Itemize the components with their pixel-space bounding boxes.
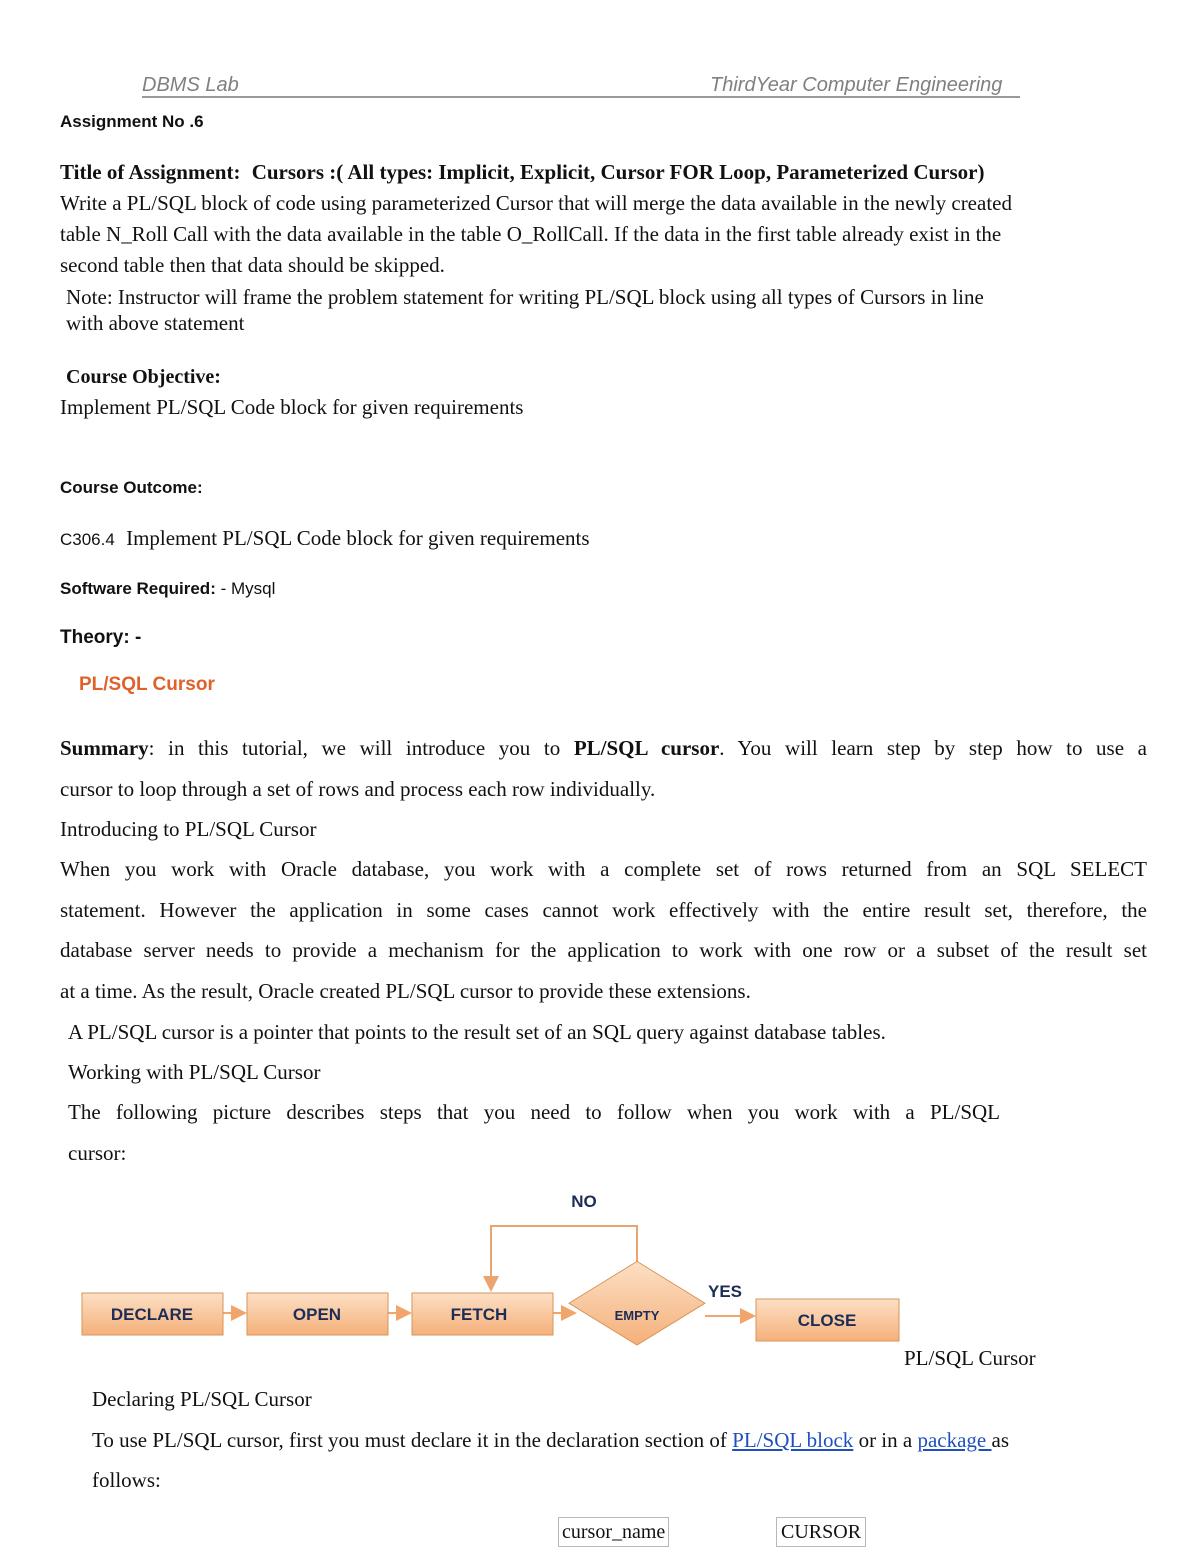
step-label-open: OPEN <box>292 1305 342 1324</box>
summary-line-2: cursor to loop through a set of rows and process each row individually. <box>60 777 656 801</box>
declaring-line-1 <box>92 1428 1009 1453</box>
declaring-text-a: To use PL/SQL cursor, first you must declare it in the declaration section of <box>92 1428 733 1452</box>
plsql-block-link[interactable]: PL/SQL block <box>732 1428 854 1452</box>
problem-line-1: Write a PL/SQL block of code using parameterized Cursor that will merge the data available in the newly created <box>60 191 1012 215</box>
summary-bold: PL/SQL cursor <box>573 736 720 760</box>
problem-line-2: table N_Roll Call with the data available in the table O_RollCall. If the data in the first table already exist in the <box>60 222 1002 246</box>
outcome-heading: Course Outcome: <box>60 478 203 497</box>
software-line <box>60 579 275 599</box>
step-label-declare: DECLARE <box>110 1305 194 1324</box>
step-label-fetch: FETCH <box>450 1305 508 1324</box>
step-declare <box>82 1293 223 1335</box>
title-label: Title of Assignment: <box>60 160 241 184</box>
outcome-text: Implement PL/SQL Code block for given requirements <box>126 526 590 550</box>
intro-line-1: When you work with Oracle database, you work with a complete set of rows returned from an SQL SELECT <box>60 857 1147 881</box>
summary-line-1 <box>60 736 1147 761</box>
declaring-line-2: follows: <box>92 1468 161 1492</box>
intro-line-3: database server needs to provide a mechanism for the application to work with one row or a subset of the result set <box>60 938 1147 962</box>
software-label: Software Required: <box>60 579 216 598</box>
working-heading: Working with PL/SQL Cursor <box>68 1060 321 1084</box>
step-fetch <box>412 1293 553 1335</box>
summary-text-b: . You will learn step by step how to use a <box>719 736 1147 760</box>
summary-label: Summary <box>60 736 149 760</box>
working-line-1: The following picture describes steps that you need to follow when you work with a PL/SQL <box>68 1100 1000 1124</box>
header-course: DBMS Lab <box>142 74 239 96</box>
header-year: ThirdYear Computer Engineering <box>710 74 1003 96</box>
step-label-close: CLOSE <box>797 1311 857 1330</box>
step-empty-decision <box>569 1261 705 1345</box>
header-rule <box>142 96 1020 98</box>
pointer-text: A PL/SQL cursor is a pointer that points to the result set of an SQL query against database tables. <box>68 1020 886 1044</box>
summary-text-a: : in this tutorial, we will introduce you to <box>148 736 574 760</box>
theory-subheading: PL/SQL Cursor <box>79 674 215 695</box>
code-cursor-name: cursor_name <box>558 1517 669 1547</box>
outcome-code: C306.4 <box>60 530 115 549</box>
step-open <box>247 1293 388 1335</box>
step-close <box>756 1299 899 1341</box>
problem-line-3: second table then that data should be skipped. <box>60 253 445 277</box>
diagram-caption: PL/SQL Cursor <box>904 1346 1036 1370</box>
assignment-title <box>60 160 984 185</box>
cursor-flow-diagram <box>0 1180 1200 1350</box>
declaring-text-b: or in a <box>853 1428 918 1452</box>
declaring-text-c: as <box>991 1428 1010 1452</box>
objective-heading: Course Objective: <box>66 366 221 388</box>
intro-heading: Introducing to PL/SQL Cursor <box>60 817 317 841</box>
note-line-1: Note: Instructor will frame the problem statement for writing PL/SQL block using all types of Cursors in line <box>66 285 984 309</box>
software-value: - Mysql <box>220 579 276 598</box>
assignment-number: Assignment No .6 <box>60 112 204 131</box>
label-yes: YES <box>707 1282 743 1301</box>
title-value: Cursors :( All types: Implicit, Explicit, Cursor FOR Loop, Parameterized Cursor) <box>251 160 985 184</box>
label-no: NO <box>571 1192 597 1211</box>
step-label-empty: EMPTY <box>614 1308 660 1323</box>
package-link[interactable]: package <box>917 1428 992 1452</box>
theory-heading: Theory: - <box>60 627 142 648</box>
objective-text: Implement PL/SQL Code block for given requirements <box>60 395 524 419</box>
intro-line-2: statement. However the application in some cases cannot work effectively with the entire result set, therefore, the <box>60 898 1147 922</box>
intro-line-4: at a time. As the result, Oracle created PL/SQL cursor to provide these extensions. <box>60 979 751 1003</box>
code-cursor-keyword: CURSOR <box>776 1517 866 1547</box>
outcome-line <box>60 526 590 551</box>
working-line-2: cursor: <box>68 1141 127 1165</box>
declaring-heading: Declaring PL/SQL Cursor <box>92 1387 312 1411</box>
note-line-2: with above statement <box>66 311 245 335</box>
